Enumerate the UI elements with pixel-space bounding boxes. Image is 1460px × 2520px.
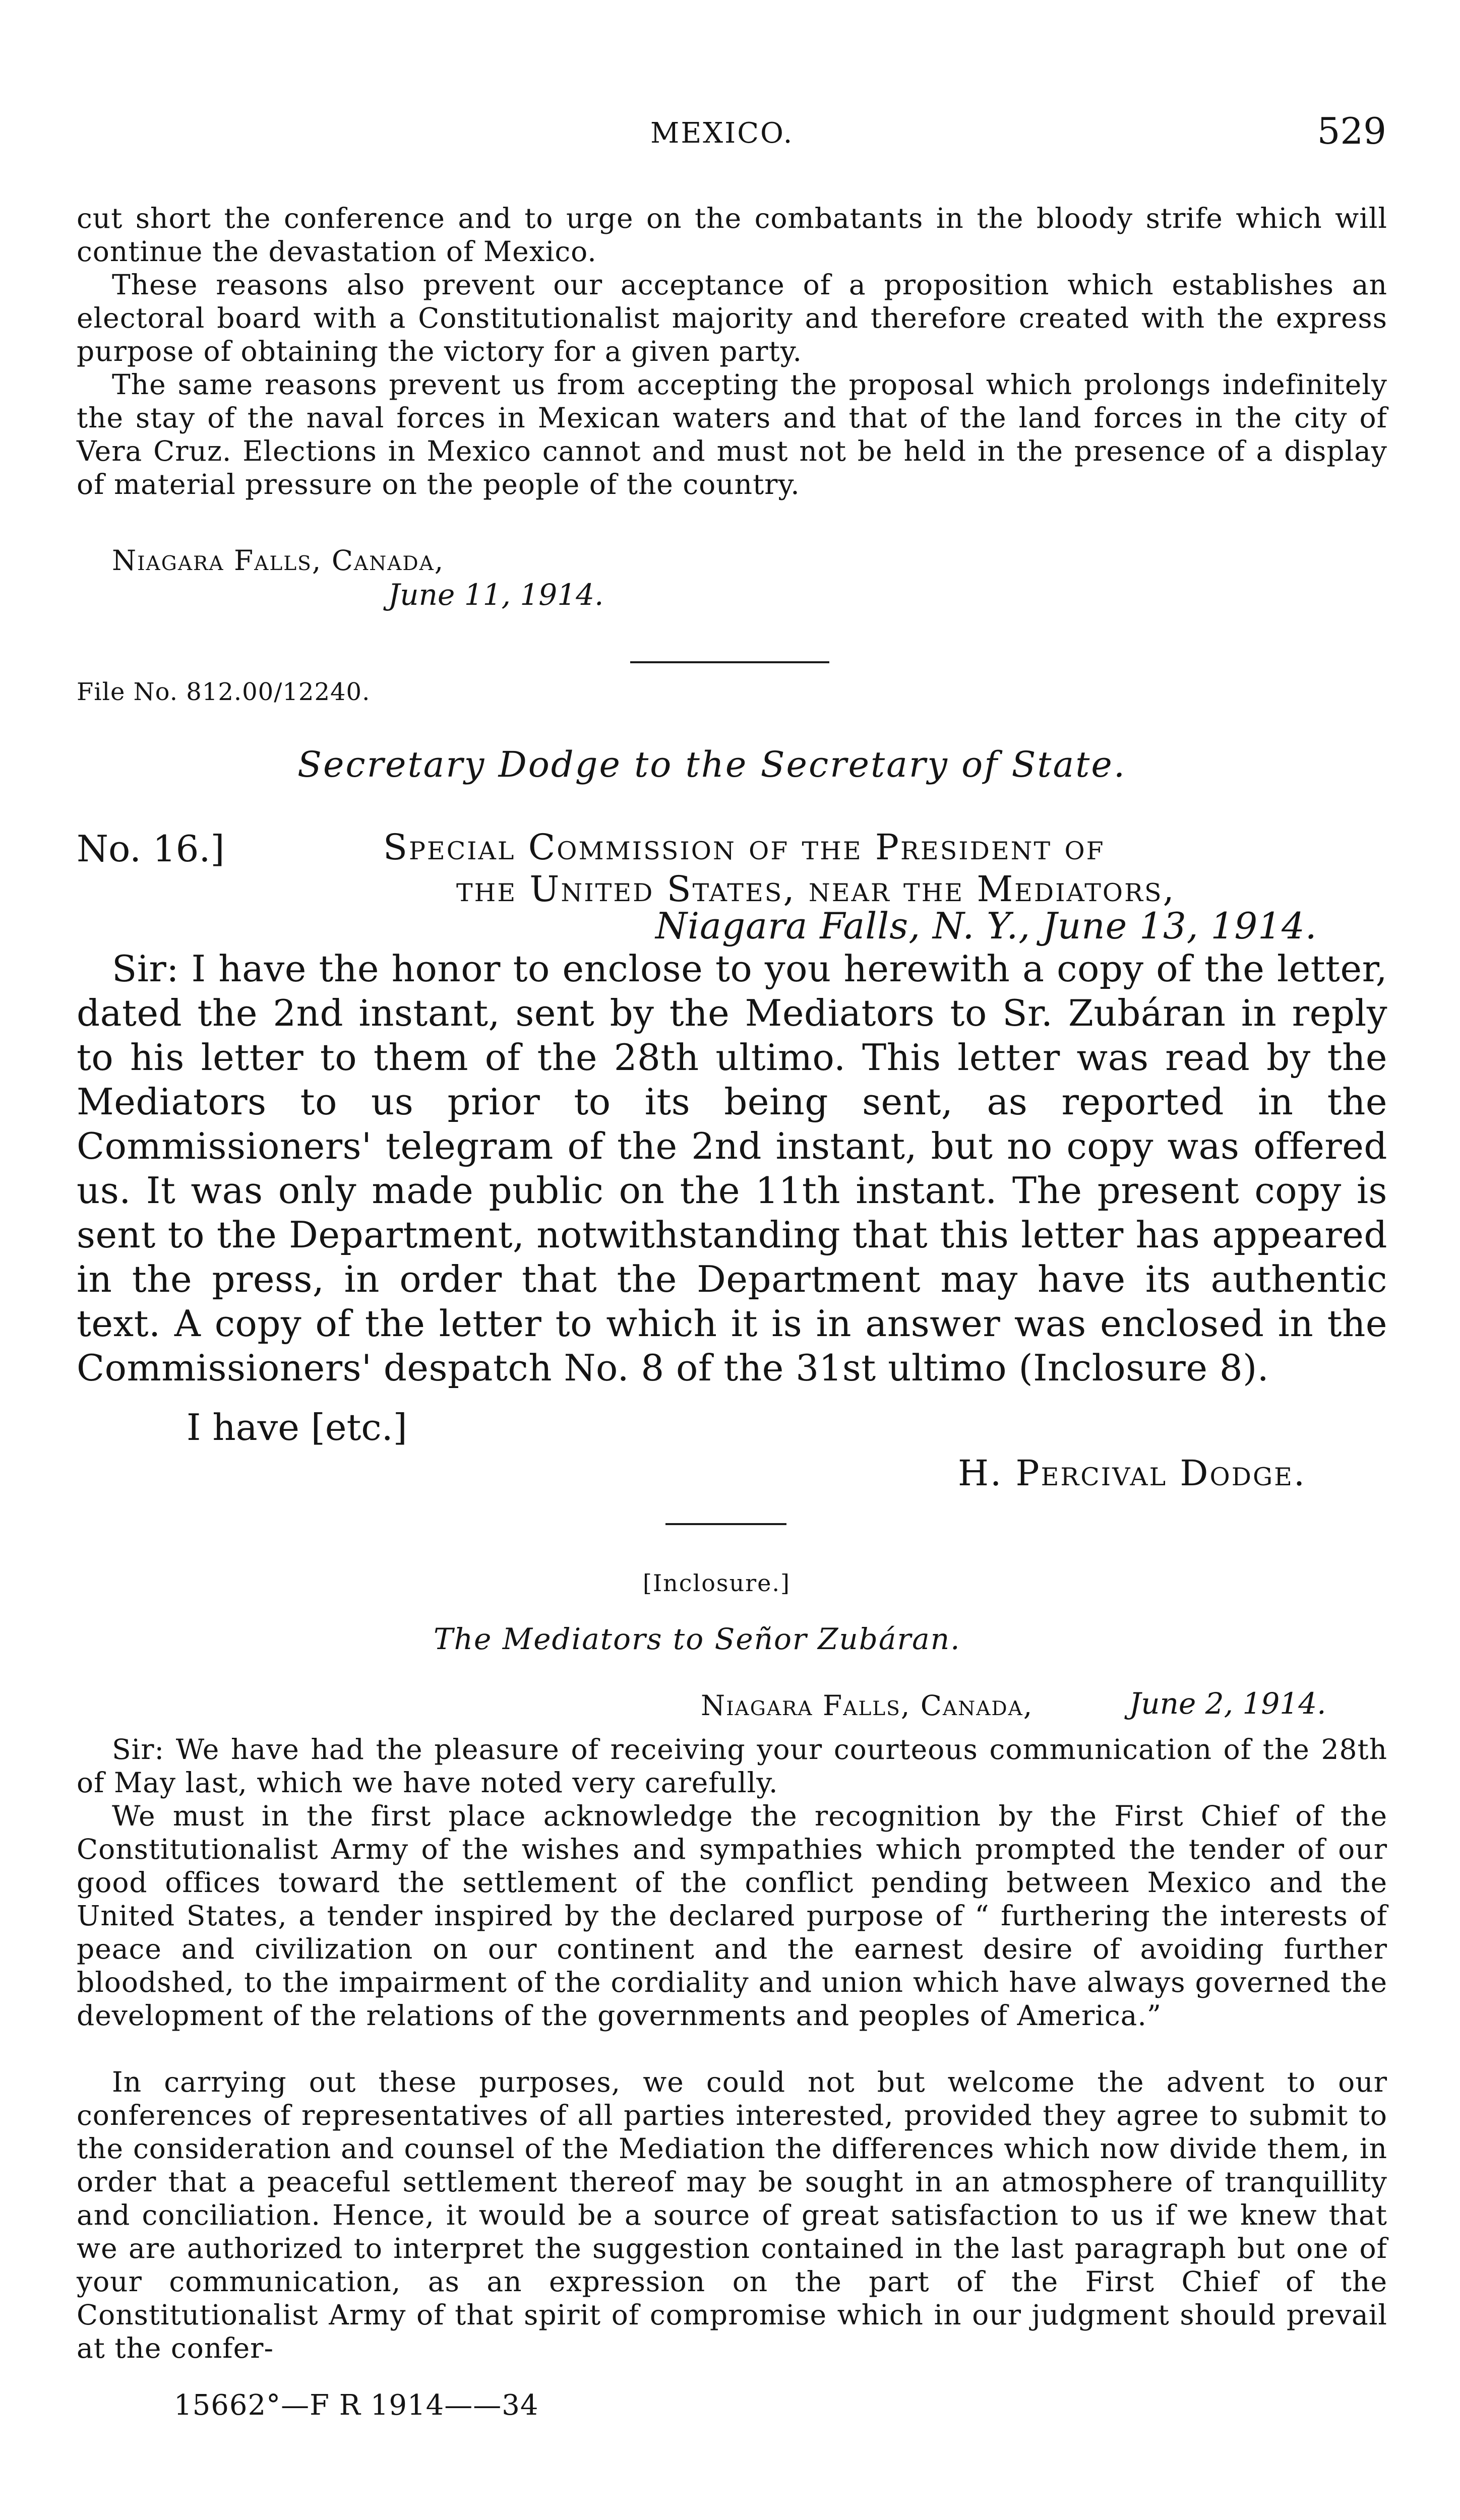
inclosure-label: [Inclosure.] — [643, 1569, 790, 1597]
letter-heading: Secretary Dodge to the Secretary of State. — [297, 744, 1127, 785]
letter-place-date: Niagara Falls, N. Y., June 13, 1914. — [655, 905, 1317, 947]
running-title: MEXICO. — [650, 117, 794, 150]
file-number: File No. 812.00/12240. — [77, 678, 371, 706]
paragraph: These reasons also prevent our acceptance of a proposition which establishes an electoral board with a Constitutionalist majority and therefore created with the express purpose of obtaining the victory for a given party. — [77, 269, 1387, 367]
page-number: 529 — [1317, 110, 1386, 152]
inclosure-paragraph: We must in the first place acknowledge the recognition by the First Chief of the Constitutionalist Army of the wishes and sympathies which prompted the tender of our good offices toward the settlement of the conflict pending between Mexico and the United States, a tender inspired by the declared purpose of “ furthering the interests of peace and civilization on our continent and the earnest desire of avoiding further bloodshed, to the impairment of the cordiality and union which have always governed the development of the relations of the governments and peoples of America.” — [77, 1800, 1387, 2032]
footer-signature-mark: 15662°—F R 1914——34 — [174, 2389, 539, 2422]
inclosure-place: Niagara Falls, Canada, — [701, 1689, 1033, 1722]
letter-closing: I have [etc.] — [187, 1406, 407, 1448]
letter-address-line: Special Commission of the President of — [383, 827, 1105, 868]
paragraph: The same reasons prevent us from accepting the proposal which prolongs indefinitely the stay of the naval forces in Mexican waters and that of the land forces in the city of Vera Cruz. Elections in Mexico cannot and must not be held in the presence of a display of material pressure on the people of the country. — [77, 368, 1387, 500]
inclosure-date: June 2, 1914. — [1129, 1686, 1326, 1721]
place-line: Niagara Falls, Canada, — [112, 544, 445, 577]
letter-signature: H. Percival Dodge. — [958, 1453, 1307, 1494]
letter-number: No. 16.] — [77, 828, 225, 870]
inclosure-paragraph: Sir: We have had the pleasure of receiving your courteous communication of the 28th of May last, which we have noted very carefully. — [77, 1733, 1387, 1799]
letter-body: Sir: I have the honor to enclose to you herewith a copy of the letter, dated the 2nd instant, sent by the Mediators to Sr. Zubáran in reply to his letter to them of the 28th ultimo. This letter was read by the Mediators to us prior to its being sent, as reported in the Commissioners' telegram of the 2nd instant, but no copy was offered us. It was only made public on the 11th instant. The present copy is sent to the Department, notwithstanding that this letter has appeared in the press, in order that the Department may have its authentic text. A copy of the letter to which it is in answer was enclosed in the Commissioners' despatch No. 8 of the 31st ultimo (Inclosure 8). — [77, 948, 1387, 1389]
letter-address-line: the United States, near the Mediators, — [456, 868, 1176, 910]
paragraph: cut short the conference and to urge on the combatants in the bloody strife which will continue the devastation of Mexico. — [77, 202, 1387, 268]
inclosure-heading: The Mediators to Señor Zubáran. — [434, 1622, 961, 1656]
section-divider — [665, 1523, 786, 1525]
section-divider — [630, 661, 829, 663]
inclosure-paragraph: In carrying out these purposes, we could not but welcome the advent to our conferences of representatives of all parties interested, provided they agree to submit to the consideration and counsel of the Mediation the differences which now divide them, in order that a peaceful settlement thereof may be sought in an atmosphere of tranquillity and conciliation. Hence, it would be a source of great satisfaction to us if we knew that we are authorized to interpret the suggestion contained in the last paragraph but one of your communication, as an expression on the part of the First Chief of the Constitutionalist Army of that spirit of compromise which in our judgment should prevail at the confer- — [77, 2066, 1387, 2364]
date-line: June 11, 1914. — [388, 578, 604, 612]
